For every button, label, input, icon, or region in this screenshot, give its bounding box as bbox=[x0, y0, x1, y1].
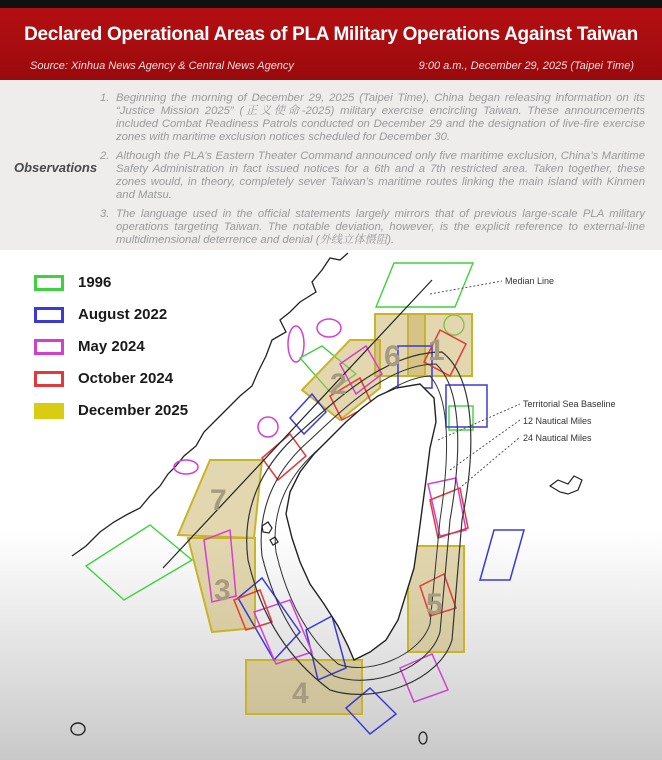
observations-list bbox=[100, 92, 645, 253]
zone-label-3: 3 bbox=[214, 574, 231, 607]
legend-swatch-1996 bbox=[34, 275, 64, 291]
legend-label: December 2025 bbox=[78, 402, 189, 419]
nm24-label: 24 Nautical Miles bbox=[523, 433, 592, 443]
legend-swatch-oct-2024 bbox=[34, 371, 64, 387]
observations-label: Observations bbox=[14, 160, 98, 175]
timestamp: 9:00 a.m., December 29, 2025 (Taipei Time) bbox=[418, 60, 634, 72]
nm12-label: 12 Nautical Miles bbox=[523, 416, 592, 426]
legend-swatch-dec-2025 bbox=[34, 403, 64, 419]
observation-item: 2. Although the PLA’s Eastern Theater Command announced only five maritime exclusion, China’s Maritime Safety Administration in fact issued notices for a 6th and a 7th restricted area. Taken together, these zones would, in theory, completely sever Taiwan’s maritime routes linking the main island with Kinmen and Matsu. bbox=[100, 150, 645, 201]
median-line-label: Median Line bbox=[505, 276, 555, 286]
taiwan-map bbox=[0, 250, 662, 760]
legend-label: October 2024 bbox=[78, 370, 174, 387]
zone-label-2: 2 bbox=[330, 368, 347, 401]
top-edge-bar bbox=[0, 0, 662, 8]
observation-item: 1. Beginning the morning of December 29, 2025 (Taipei Time), China began releasing information on its “Justice Mission 2025” (正义使命-2025) military exercise encircling Taiwan. These announcements included Combat Readiness Patrols conducted on December 29 and the designation of live-fire exercise zones with maritime exclusion notices scheduled for December 30. bbox=[100, 92, 645, 143]
zone-label-6: 6 bbox=[384, 340, 401, 373]
page-title: Declared Operational Areas of PLA Military Operations Against Taiwan bbox=[24, 24, 638, 45]
baseline-label: Territorial Sea Baseline bbox=[523, 399, 616, 409]
legend-swatch-aug-2022 bbox=[34, 307, 64, 323]
zone-label-5: 5 bbox=[426, 588, 443, 621]
source-credit: Source: Xinhua News Agency & Central News Agency bbox=[30, 60, 294, 72]
zone-label-7: 7 bbox=[210, 484, 227, 517]
legend-label: 1996 bbox=[78, 274, 112, 291]
zone-label-1: 1 bbox=[428, 334, 445, 367]
legend-label: August 2022 bbox=[78, 306, 168, 323]
legend-label: May 2024 bbox=[78, 338, 145, 355]
observation-item: 3. The language used in the official statements largely mirrors that of previous large-scale PLA military operations targeting Taiwan. The notable deviation, however, is the explicit reference to external-line multidimensional deterrence and denial (外线立体慑阻). bbox=[100, 208, 645, 246]
zone-label-4: 4 bbox=[292, 677, 309, 710]
legend-swatch-may-2024 bbox=[34, 339, 64, 355]
